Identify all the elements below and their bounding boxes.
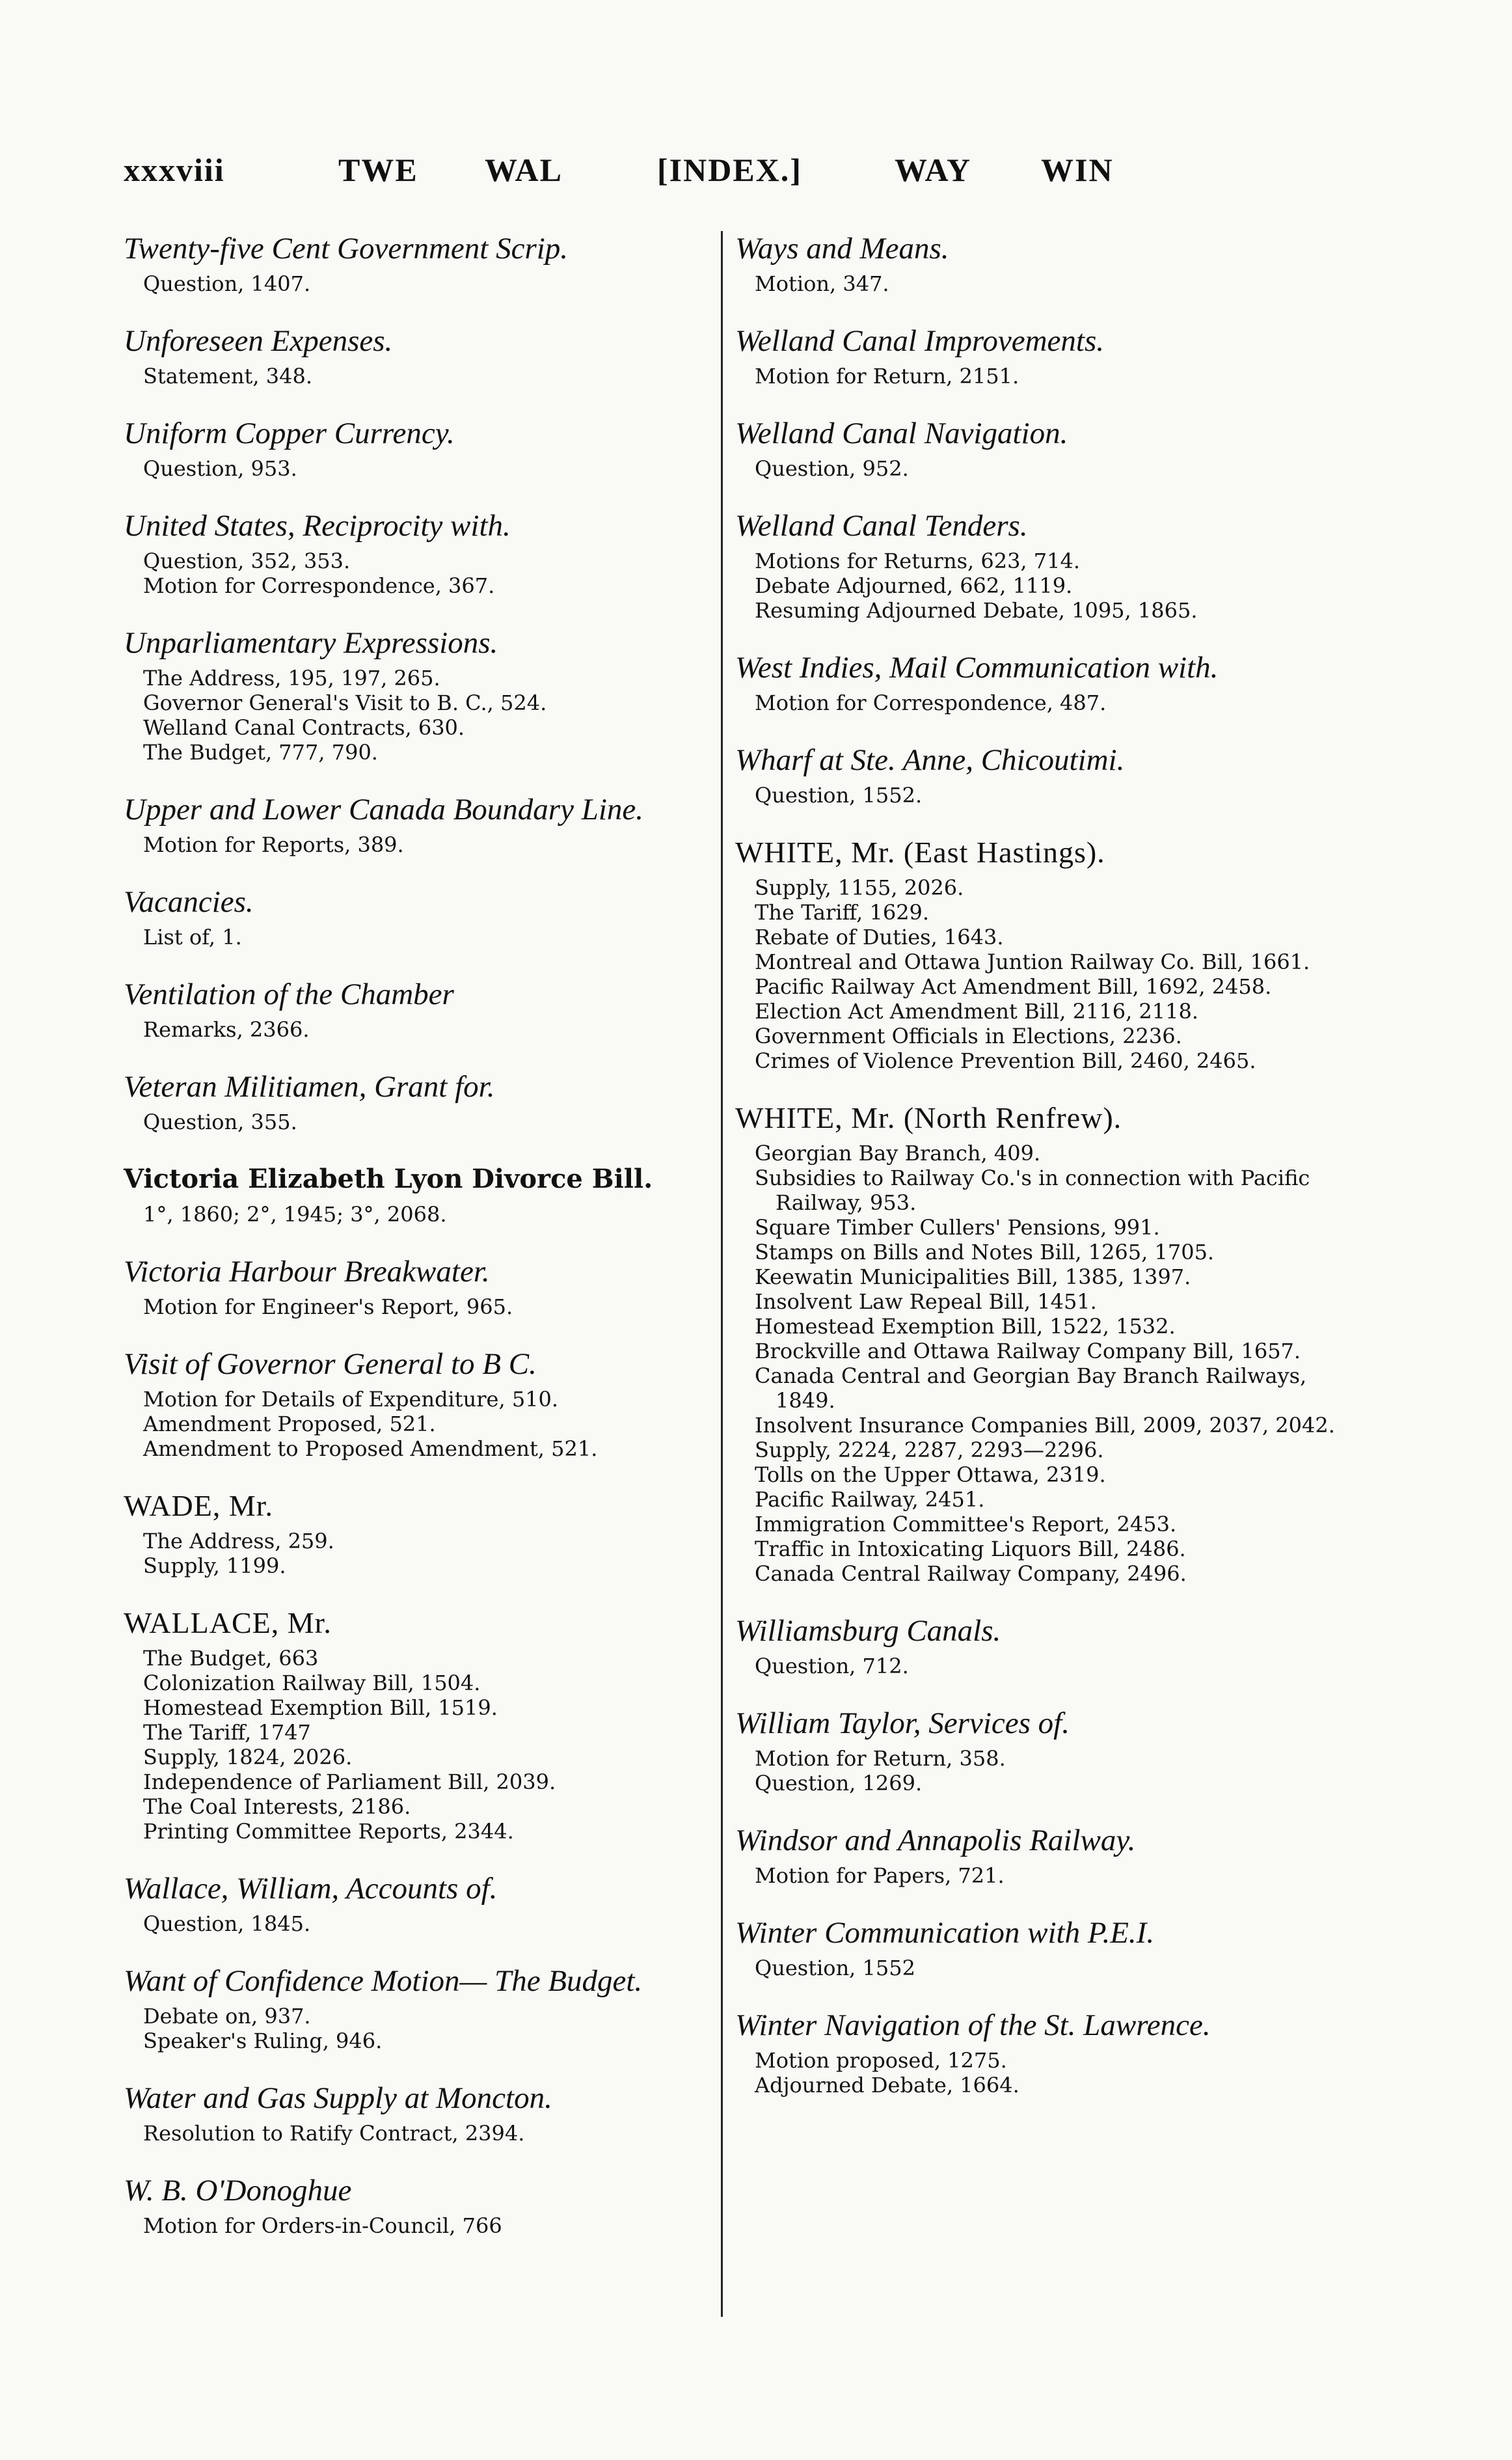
right-column xyxy=(735,231,1347,2125)
entry-references xyxy=(735,1654,1347,1678)
entry-references xyxy=(735,1746,1347,1796)
index-entry xyxy=(735,416,1347,481)
entry-references xyxy=(735,1863,1347,1888)
index-entry xyxy=(124,884,712,950)
entry-references xyxy=(124,1387,712,1461)
entry-heading: Winter Communication with P.E.I. xyxy=(735,1916,1155,1950)
entry-references xyxy=(735,364,1347,389)
reference-line: Debate Adjourned, 662, 1119. xyxy=(755,573,1073,598)
reference-line: Statement, 348. xyxy=(143,364,312,389)
entry-heading: Ventilation of the Chamber xyxy=(124,977,454,1011)
entry-references xyxy=(124,666,712,765)
index-entry xyxy=(124,625,712,765)
entry-references xyxy=(735,783,1347,808)
entry-references xyxy=(124,456,712,481)
reference-line: Speaker's Ruling, 946. xyxy=(143,2029,383,2053)
reference-line: Pacific Railway Act Amendment Bill, 1692, 2458. xyxy=(755,974,1272,999)
entry-heading: Twenty-five Cent Government Scrip. xyxy=(124,232,569,266)
range-end-2: WIN xyxy=(1041,152,1114,188)
entry-references xyxy=(124,1294,712,1319)
entry-references xyxy=(124,1529,712,1578)
index-entry xyxy=(735,231,1347,296)
index-entry xyxy=(124,416,712,481)
entry-references xyxy=(124,1017,712,1042)
entry-heading: Ways and Means. xyxy=(735,232,949,266)
entry-references xyxy=(735,271,1347,296)
reference-line: The Tariff, 1747 xyxy=(143,1720,311,1745)
index-entry xyxy=(124,1871,712,1936)
index-entry xyxy=(124,977,712,1042)
reference-line: Question, 352, 353. xyxy=(143,549,351,573)
entry-heading: Unparliamentary Expressions. xyxy=(124,626,498,660)
reference-line: Government Officials in Elections, 2236. xyxy=(755,1024,1182,1048)
entry-references xyxy=(124,1202,712,1227)
reference-line: Motion for Correspondence, 367. xyxy=(143,573,495,598)
reference-line: Question, 1845. xyxy=(143,1911,311,1936)
reference-line: Question, 1407. xyxy=(143,271,311,296)
reference-line: Motion for Correspondence, 487. xyxy=(755,690,1107,715)
entry-references xyxy=(735,875,1347,1073)
reference-line: Immigration Committee's Report, 2453. xyxy=(755,1512,1177,1537)
entry-references xyxy=(735,1141,1347,1586)
reference-line: Supply, 2224, 2287, 2293—2296. xyxy=(755,1438,1104,1462)
reference-line: Crimes of Violence Prevention Bill, 2460, 2465. xyxy=(755,1048,1256,1073)
entry-heading: Welland Canal Tenders. xyxy=(735,509,1028,543)
entry-heading: W. B. O'Donoghue xyxy=(124,2174,352,2207)
entry-heading: Vacancies. xyxy=(124,885,254,919)
reference-line: Motion proposed, 1275. xyxy=(755,2048,1007,2073)
reference-line: Amendment Proposed, 521. xyxy=(143,1412,436,1436)
index-entry xyxy=(124,323,712,389)
index-entry xyxy=(735,1100,1347,1586)
entry-heading: Water and Gas Supply at Moncton. xyxy=(124,2081,552,2115)
entry-references xyxy=(124,2121,712,2146)
left-column xyxy=(124,231,712,2265)
reference-line: Motion for Reports, 389. xyxy=(143,832,404,857)
reference-line: Question, 712. xyxy=(755,1654,909,1678)
reference-line: Motion for Papers, 721. xyxy=(755,1863,1005,1888)
entry-references xyxy=(124,925,712,950)
reference-line: Montreal and Ottawa Juntion Railway Co. Bill, 1661. xyxy=(755,950,1310,974)
entry-heading: West Indies, Mail Communication with. xyxy=(735,651,1219,685)
reference-line: Question, 1269. xyxy=(755,1771,923,1796)
reference-line: Amendment to Proposed Amendment, 521. xyxy=(143,1436,598,1461)
reference-line: Homestead Exemption Bill, 1519. xyxy=(143,1695,498,1720)
reference-line: Motions for Returns, 623, 714. xyxy=(755,549,1081,573)
entry-references xyxy=(124,364,712,389)
index-entry xyxy=(735,508,1347,623)
range-start-1: TWE xyxy=(338,152,418,188)
reference-line: Motion for Details of Expenditure, 510. xyxy=(143,1387,559,1412)
reference-line: Brockville and Ottawa Railway Company Bill, 1657. xyxy=(755,1339,1301,1363)
range-end-1: WAL xyxy=(485,152,563,188)
index-entry xyxy=(735,835,1347,1073)
entry-heading: WADE, Mr. xyxy=(124,1489,274,1522)
entry-heading: Wallace, William, Accounts of. xyxy=(124,1872,498,1906)
reference-line: The Budget, 777, 790. xyxy=(143,740,378,765)
column-divider xyxy=(721,231,723,2317)
reference-line: Traffic in Intoxicating Liquors Bill, 2486. xyxy=(755,1537,1186,1561)
reference-line: Governor General's Visit to B. C., 524. xyxy=(143,690,547,715)
index-entry xyxy=(124,792,712,857)
entry-heading: WALLACE, Mr. xyxy=(124,1606,332,1639)
index-entry xyxy=(735,743,1347,808)
index-entry xyxy=(124,508,712,598)
entry-references xyxy=(124,832,712,857)
reference-line: Canada Central Railway Company, 2496. xyxy=(755,1561,1187,1586)
index-entry xyxy=(735,650,1347,715)
reference-line: Supply, 1199. xyxy=(143,1553,286,1578)
entry-references xyxy=(735,1956,1347,1980)
reference-line: Resuming Adjourned Debate, 1095, 1865. xyxy=(755,598,1198,623)
reference-line: Debate on, 937. xyxy=(143,2004,311,2029)
entry-heading: William Taylor, Services of. xyxy=(735,1706,1070,1740)
index-entry xyxy=(124,1606,712,1844)
index-entry xyxy=(124,1254,712,1319)
reference-line: The Tariff, 1629. xyxy=(755,900,930,925)
entry-references xyxy=(124,1110,712,1134)
running-header xyxy=(0,151,1512,203)
reference-line: The Address, 259. xyxy=(143,1529,334,1553)
entry-heading: Victoria Harbour Breakwater. xyxy=(124,1255,490,1289)
entry-references xyxy=(735,690,1347,715)
reference-line: Georgian Bay Branch, 409. xyxy=(755,1141,1041,1166)
entry-references xyxy=(735,2048,1347,2098)
entry-references xyxy=(124,1646,712,1844)
entry-heading: WHITE, Mr. (East Hastings). xyxy=(735,836,1105,869)
reference-line: Welland Canal Contracts, 630. xyxy=(143,715,465,740)
entry-heading: Williamsburg Canals. xyxy=(735,1614,1001,1648)
reference-line: Question, 953. xyxy=(143,456,297,481)
reference-line: Rebate of Duties, 1643. xyxy=(755,925,1004,950)
reference-line: Printing Committee Reports, 2344. xyxy=(143,1819,514,1844)
entry-references xyxy=(124,1911,712,1936)
reference-line: Homestead Exemption Bill, 1522, 1532. xyxy=(755,1314,1176,1339)
index-entry xyxy=(124,1488,712,1578)
reference-line: Motion for Orders-in-Council, 766 xyxy=(143,2213,502,2238)
reference-line: 1°, 1860; 2°, 1945; 3°, 2068. xyxy=(143,1202,447,1227)
entry-heading: Upper and Lower Canada Boundary Line. xyxy=(124,793,643,827)
reference-line: Motion for Return, 358. xyxy=(755,1746,1006,1771)
range-start-2: WAY xyxy=(895,152,972,188)
reference-line: The Budget, 663 xyxy=(143,1646,319,1671)
reference-line: Supply, 1824, 2026. xyxy=(143,1745,353,1770)
reference-line: Motion, 347. xyxy=(755,271,889,296)
entry-heading: Unforeseen Expenses. xyxy=(124,324,393,358)
reference-line: Question, 952. xyxy=(755,456,909,481)
entry-heading: Visit of Governor General to B C. xyxy=(124,1347,537,1381)
entry-heading: United States, Reciprocity with. xyxy=(124,509,511,543)
reference-line: Resolution to Ratify Contract, 2394. xyxy=(143,2121,525,2146)
reference-line: Remarks, 2366. xyxy=(143,1017,310,1042)
reference-line: Stamps on Bills and Notes Bill, 1265, 1705. xyxy=(755,1240,1215,1264)
reference-line: Insolvent Law Repeal Bill, 1451. xyxy=(755,1289,1097,1314)
entry-references xyxy=(124,2213,712,2238)
reference-line: Square Timber Cullers' Pensions, 991. xyxy=(755,1215,1160,1240)
index-entry xyxy=(735,1915,1347,1980)
entry-heading: Windsor and Annapolis Railway. xyxy=(735,1824,1136,1857)
entry-heading: Welland Canal Navigation. xyxy=(735,417,1068,450)
entry-heading: Want of Confidence Motion— The Budget. xyxy=(124,1964,643,1998)
reference-line: Supply, 1155, 2026. xyxy=(755,875,964,900)
reference-line: Canada Central and Georgian Bay Branch Railways, 1849. xyxy=(755,1363,1307,1413)
entry-references xyxy=(124,271,712,296)
reference-line: The Address, 195, 197, 265. xyxy=(143,666,440,690)
reference-line: Election Act Amendment Bill, 2116, 2118. xyxy=(755,999,1199,1024)
index-entry xyxy=(124,1963,712,2053)
index-label: [INDEX.] xyxy=(657,152,802,188)
index-entry xyxy=(735,1706,1347,1796)
entry-references xyxy=(735,456,1347,481)
entry-heading: Wharf at Ste. Anne, Chicoutimi. xyxy=(735,743,1125,777)
reference-line: Question, 1552. xyxy=(755,783,923,808)
reference-line: Question, 355. xyxy=(143,1110,297,1134)
index-entry xyxy=(124,1162,712,1227)
reference-line: Motion for Return, 2151. xyxy=(755,364,1019,389)
index-entry xyxy=(124,231,712,296)
reference-line: Pacific Railway, 2451. xyxy=(755,1487,985,1512)
reference-line: Colonization Railway Bill, 1504. xyxy=(143,1671,481,1695)
reference-line: Adjourned Debate, 1664. xyxy=(755,2073,1019,2098)
index-entry xyxy=(735,2008,1347,2098)
reference-line: Keewatin Municipalities Bill, 1385, 1397. xyxy=(755,1264,1191,1289)
entry-heading: Veteran Militiamen, Grant for. xyxy=(124,1070,495,1104)
page-number: xxxviii xyxy=(124,152,225,188)
index-entry xyxy=(124,2081,712,2146)
index-entry xyxy=(735,1613,1347,1678)
reference-line: The Coal Interests, 2186. xyxy=(143,1794,411,1819)
index-entry xyxy=(124,1346,712,1461)
entry-references xyxy=(124,549,712,598)
entry-heading: Winter Navigation of the St. Lawrence. xyxy=(735,2008,1211,2042)
entry-heading: Uniform Copper Currency. xyxy=(124,417,455,450)
entry-heading: Welland Canal Improvements. xyxy=(735,324,1104,358)
entry-references xyxy=(124,2004,712,2053)
entry-references xyxy=(735,549,1347,623)
entry-heading: Victoria Elizabeth Lyon Divorce Bill. xyxy=(124,1164,653,1194)
index-entry xyxy=(735,323,1347,389)
reference-line: Motion for Engineer's Report, 965. xyxy=(143,1294,513,1319)
index-entry xyxy=(735,1823,1347,1888)
reference-line: List of, 1. xyxy=(143,925,242,950)
reference-line: Question, 1552 xyxy=(755,1956,915,1980)
reference-line: Subsidies to Railway Co.'s in connection with Pacific Railway, 953. xyxy=(755,1166,1310,1215)
index-entry xyxy=(124,2173,712,2238)
entry-heading: WHITE, Mr. (North Renfrew). xyxy=(735,1101,1122,1134)
index-entry xyxy=(124,1069,712,1134)
reference-line: Independence of Parliament Bill, 2039. xyxy=(143,1770,556,1794)
reference-line: Tolls on the Upper Ottawa, 2319. xyxy=(755,1462,1106,1487)
reference-line: Insolvent Insurance Companies Bill, 2009, 2037, 2042. xyxy=(755,1413,1335,1438)
